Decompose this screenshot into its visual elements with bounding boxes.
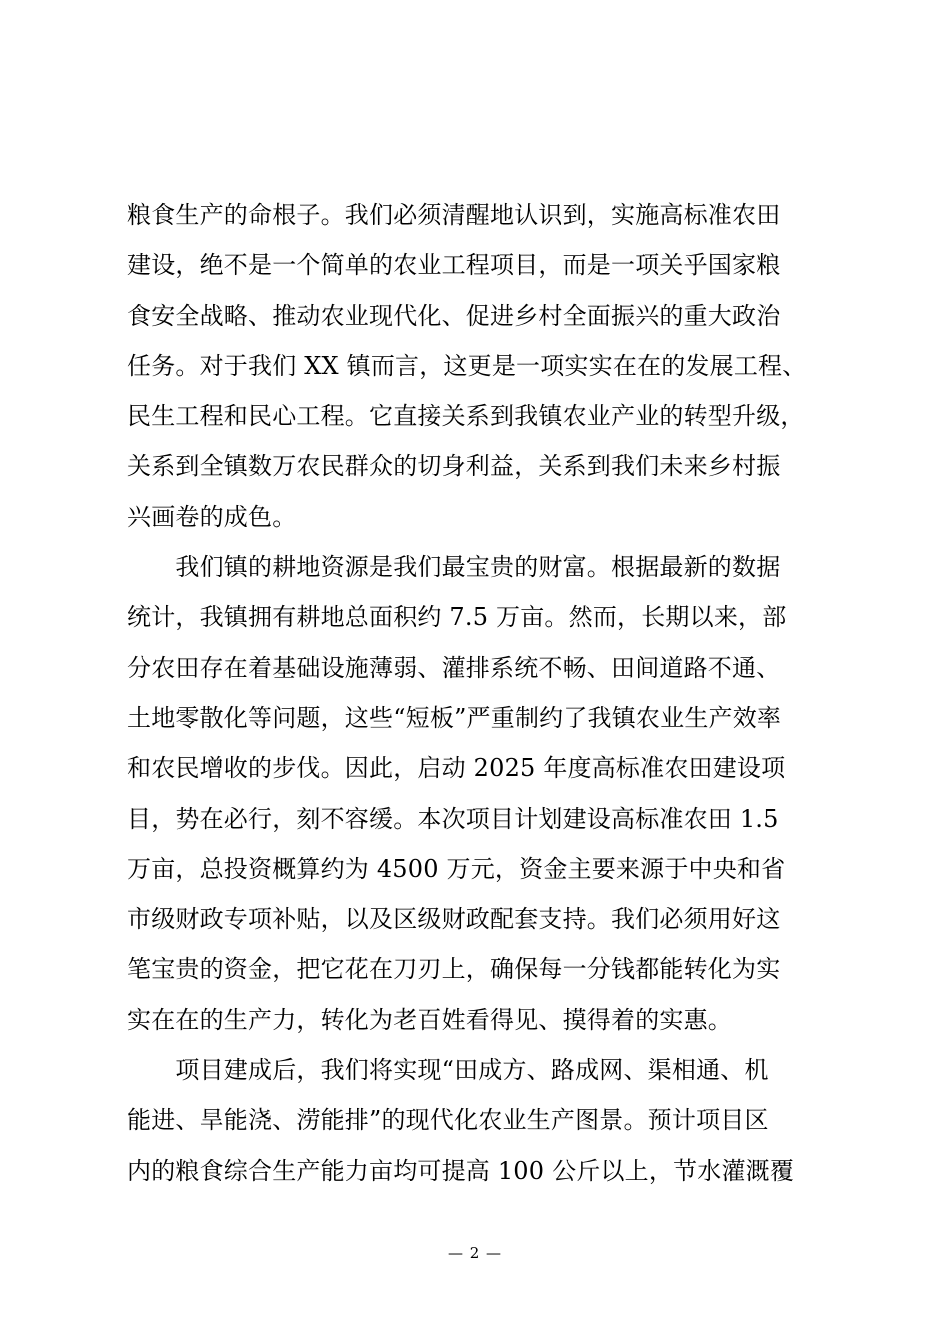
text-line: 实在在的生产力，转化为老百姓看得见、摸得着的实惠。 <box>127 1005 732 1034</box>
text-line: 土地零散化等问题，这些“短板”严重制约了我镇农业生产效率 <box>127 703 782 732</box>
page-number: — 2 — <box>447 1244 503 1262</box>
text-line: 笔宝贵的资金，把它花在刀刃上，确保每一分钱都能转化为实 <box>127 955 781 984</box>
text-line: 市级财政专项补贴，以及区级财政配套支持。我们必须用好这 <box>127 905 781 934</box>
text-line: 关系到全镇数万农民群众的切身利益，关系到我们未来乡村振 <box>127 452 781 481</box>
text-line: 建设，绝不是一个简单的农业工程项目，而是一项关乎国家粮 <box>127 251 781 280</box>
text-line: 分农田存在着基础设施薄弱、灌排系统不畅、田间道路不通、 <box>127 653 781 682</box>
text-line: 内的粮食综合生产能力亩均可提高 100 公斤以上，节水灌溉覆 <box>127 1156 795 1185</box>
text-line: 民生工程和民心工程。它直接关系到我镇农业产业的转型升级， <box>127 402 805 431</box>
text-line: 万亩，总投资概算约为 4500 万元，资金主要来源于中央和省 <box>127 854 786 883</box>
text-line: 统计，我镇拥有耕地总面积约 7.5 万亩。然而，长期以来，部 <box>127 603 787 632</box>
text-line: 能进、旱能浇、涝能排”的现代化农业生产图景。预计项目区 <box>127 1106 769 1135</box>
text-line: 我们镇的耕地资源是我们最宝贵的财富。根据最新的数据 <box>127 553 781 582</box>
text-line: 项目建成后，我们将实现“田成方、路成网、渠相通、机 <box>127 1056 769 1085</box>
text-line: 目，势在必行，刻不容缓。本次项目计划建设高标准农田 1.5 <box>127 804 779 833</box>
text-line: 和农民增收的步伐。因此，启动 2025 年度高标准农田建设项 <box>127 754 786 783</box>
text-line: 食安全战略、推动农业现代化、促进乡村全面振兴的重大政治 <box>127 301 781 330</box>
text-line: 粮食生产的命根子。我们必须清醒地认识到，实施高标准农田 <box>127 201 781 229</box>
document-body <box>127 190 827 1196</box>
text-line: 任务。对于我们 XX 镇而言，这更是一项实实在在的发展工程、 <box>127 351 807 380</box>
text-line: 兴画卷的成色。 <box>127 502 297 531</box>
